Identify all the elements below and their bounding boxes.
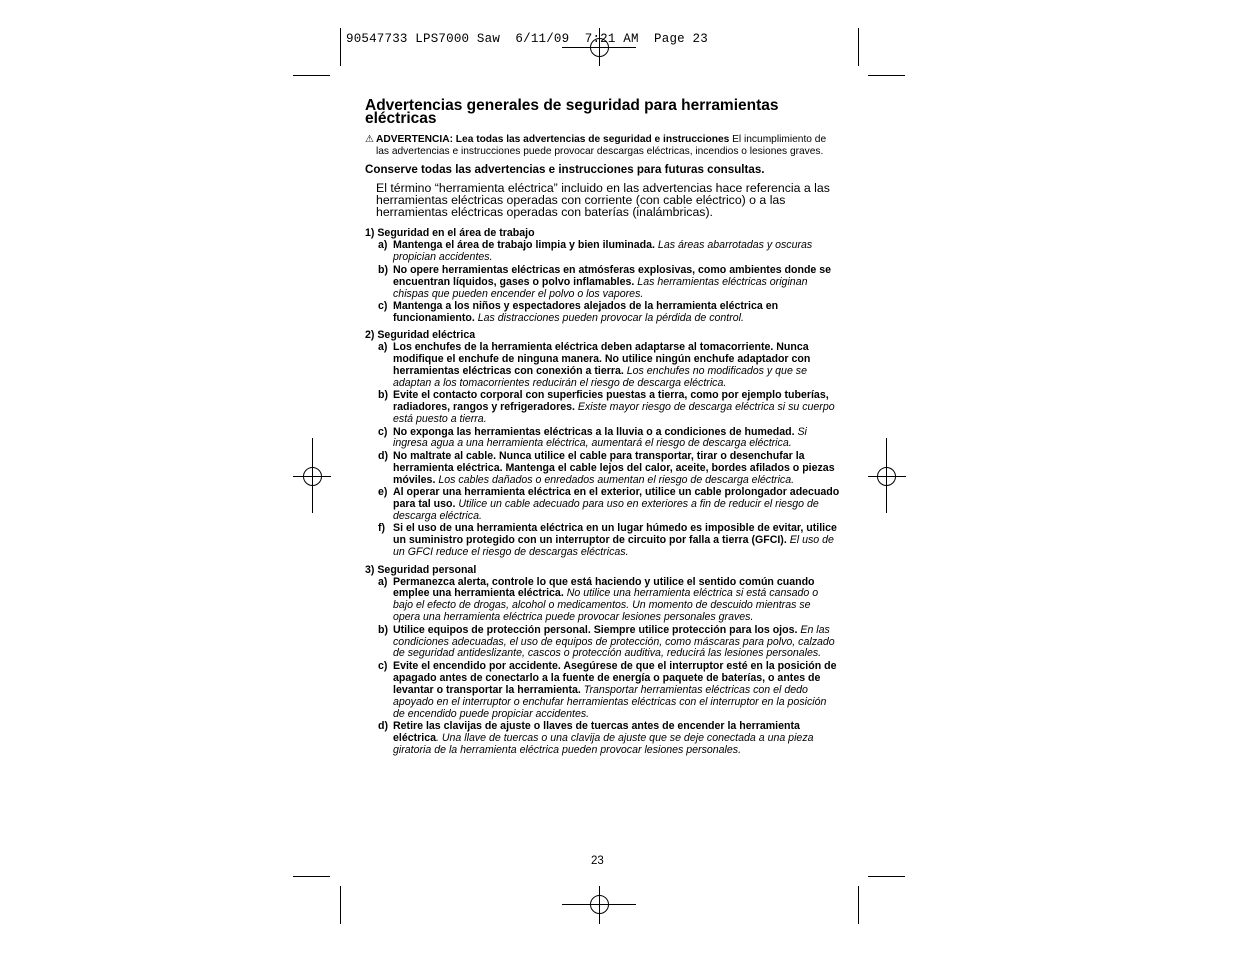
list-item <box>365 487 840 523</box>
item-letter: d) <box>378 719 388 732</box>
item-bold: Si el uso de una herramienta eléctrica en un lugar húmedo es imposible de evitar, utilice un suministro protegido con un interruptor de circuito por falla a tierra (GFCI). <box>393 522 837 547</box>
list-item <box>365 577 840 625</box>
list-item <box>365 342 840 390</box>
item-italic: Existe mayor riesgo de descarga eléctrica si su cuerpo está puesto a tierra. <box>393 401 835 426</box>
item-italic: Utilice un cable adecuado para uso en exteriores a fin de reducir el riesgo de descarga eléctrica. <box>393 498 819 522</box>
item-italic: Las distracciones pueden provocar la pérdida de control. <box>474 311 744 324</box>
list-item <box>365 661 840 721</box>
item-bold: Los enchufes de la herramienta eléctrica deben adaptarse al tomacorriente. Nunca modifique el enchufe de ninguna manera. No utilice ningún enchufe adaptador con herramientas eléctricas con conexión a tierra. <box>393 341 811 378</box>
list-item <box>365 240 840 264</box>
warning-notice <box>365 134 840 157</box>
item-letter: b) <box>378 263 388 276</box>
registration-circle <box>590 895 609 914</box>
page-title: Advertencias generales de seguridad para herramientas eléctricas <box>365 97 779 127</box>
item-bold: Evite el contacto corporal con superficies puestas a tierra, como por ejemplo tuberías, radiadores, rangos y refrigeradores. <box>393 389 829 414</box>
item-bold: Retire las clavijas de ajuste o llaves de tuercas antes de encender la herramienta eléctrica <box>393 719 800 744</box>
item-bold: Permanezca alerta, controle lo que está haciendo y utilice el sentido común cuando emplee una herramienta eléctrica. <box>393 575 815 600</box>
intro-paragraph: El término “herramienta eléctrica” incluido en las advertencias hace referencia a las herramientas eléctricas operadas con corriente (con cable eléctrico) o a las herramientas eléctricas operadas con baterías (inalámbricas). <box>376 181 830 219</box>
item-bold: Mantenga el área de trabajo limpia y bien iluminada. <box>393 239 655 252</box>
item-letter: c) <box>378 425 388 438</box>
list-item <box>365 625 840 661</box>
item-italic: Los cables dañados o enredados aumentan el riesgo de descarga eléctrica. <box>435 473 795 486</box>
registration-circle <box>877 467 896 486</box>
crop-mark <box>293 75 330 76</box>
list-item <box>365 523 840 559</box>
item-letter: a) <box>378 575 388 588</box>
item-italic: Si ingresa agua a una herramienta eléctrica, aumentará el riesgo de descarga eléctrica. <box>393 425 807 450</box>
list-item <box>365 427 840 451</box>
item-italic: Los enchufes no modificados y que se adaptan a los tomacorrientes reducirán el riesgo de descarga eléctrica. <box>393 365 807 389</box>
warning-triangle-icon: ⚠ <box>365 134 374 145</box>
item-letter: b) <box>378 389 388 402</box>
item-bold: No opere herramientas eléctricas en atmósferas explosivas, como ambientes donde se encuentran líquidos, gases o polvo inflamables. <box>393 263 832 288</box>
item-italic: Transportar herramientas eléctricas con el dedo apoyado en el interruptor o enchufar herramientas eléctricas con el interruptor en la posición de encendido puede propiciar accidentes. <box>393 683 827 720</box>
item-italic: Las herramientas eléctricas originan chispas que pueden encender el polvo o los vapores. <box>393 275 808 300</box>
crop-mark <box>858 28 859 66</box>
warning-lead: ADVERTENCIA: Lea todas las advertencias de seguridad e instrucciones <box>376 134 730 145</box>
item-italic: En las condiciones adecuadas, el uso de equipos de protección, como máscaras para polvo, calzado de seguridad antideslizante, cascos o protección auditiva, reducirá las lesiones personales. <box>393 623 835 660</box>
section-heading: 3) Seguridad personal <box>365 563 477 576</box>
list-item <box>365 390 840 426</box>
crop-mark <box>293 876 330 877</box>
crop-mark <box>868 75 905 76</box>
warning-text: El incumplimiento de las advertencias e instrucciones puede provocar descargas eléctricas, incendios o lesiones graves. <box>376 134 827 157</box>
registration-circle <box>303 467 322 486</box>
list-item <box>365 451 840 487</box>
item-letter: a) <box>378 239 388 252</box>
item-bold: Al operar una herramienta eléctrica en el exterior, utilice un cable prolongador adecuado para tal uso. <box>393 486 840 511</box>
item-italic: . Una llave de tuercas o una clavija de ajuste que se deje conectada a una pieza giratoria de la herramienta eléctrica pueden provocar lesiones personales. <box>393 731 814 756</box>
section-heading: 2) Seguridad eléctrica <box>365 329 476 342</box>
crop-mark <box>858 886 859 924</box>
item-letter: b) <box>378 623 388 636</box>
page-number: 23 <box>591 855 604 867</box>
item-italic: No utilice una herramienta eléctrica si está cansado o bajo el efecto de drogas, alcohol o medicamentos. Un momento de descuido mientras se opera una herramienta eléctrica puede provocar lesiones personales graves. <box>393 587 819 624</box>
item-letter: a) <box>378 341 388 354</box>
crop-mark <box>340 886 341 924</box>
crop-mark <box>340 28 341 66</box>
item-letter: f) <box>378 522 386 535</box>
item-bold: No maltrate al cable. Nunca utilice el cable para transportar, tirar o desenchufar la herramienta eléctrica. Mantenga el cable lejos del calor, aceite, bordes afilados o piezas móviles. <box>393 449 835 486</box>
section-heading: 1) Seguridad en el área de trabajo <box>365 227 535 240</box>
list-item <box>365 265 840 301</box>
item-letter: c) <box>378 299 388 312</box>
item-letter: e) <box>378 486 388 499</box>
item-bold: Mantenga a los niños y espectadores alejados de la herramienta eléctrica en funcionamiento. <box>393 299 779 324</box>
list-item <box>365 721 840 757</box>
item-bold: No exponga las herramientas eléctricas a la lluvia o a condiciones de humedad. <box>393 425 795 438</box>
conserve-notice: Conserve todas las advertencias e instrucciones para futuras consultas. <box>365 163 765 176</box>
page-content <box>365 99 840 757</box>
item-italic: Las áreas abarrotadas y oscuras propician accidentes. <box>393 239 813 264</box>
list-item <box>365 301 840 325</box>
item-bold: Evite el encendido por accidente. Asegúrese de que el interruptor esté en la posición de apagado antes de conectarlo a la fuente de energía o paquete de baterías, o antes de levantar o transportar la herramienta. <box>393 659 837 696</box>
item-letter: d) <box>378 449 388 462</box>
item-bold: Utilice equipos de protección personal. Siempre utilice protección para los ojos. <box>393 623 798 636</box>
print-slug: 90547733 LPS7000 Saw 6/11/09 7:21 AM Page 23 <box>346 32 708 46</box>
item-letter: c) <box>378 659 388 672</box>
item-italic: El uso de un GFCI reduce el riesgo de descargas eléctricas. <box>393 534 834 559</box>
crop-mark <box>868 876 905 877</box>
